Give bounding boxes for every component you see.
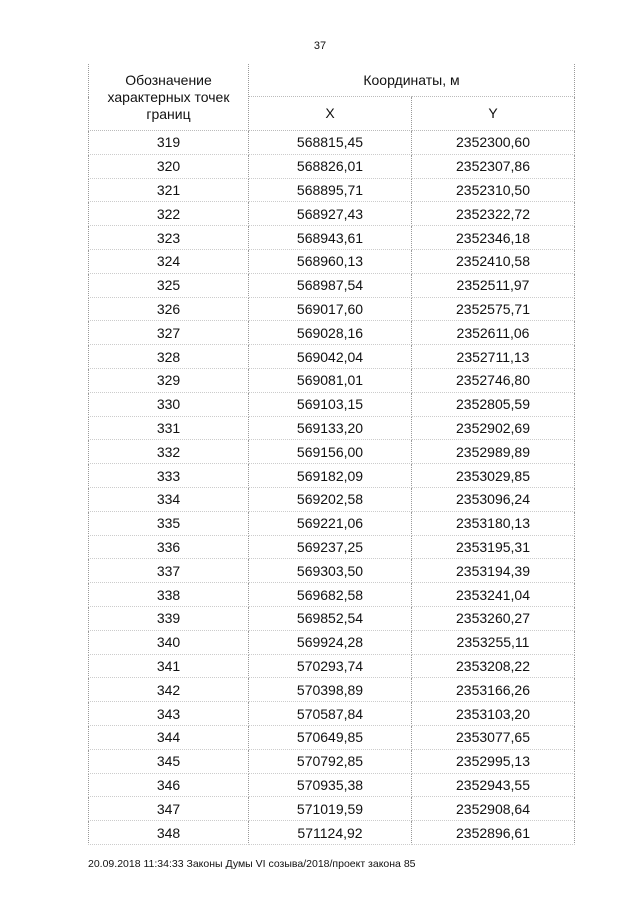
table-row	[89, 678, 575, 702]
x-cell: 569042,04	[249, 345, 412, 369]
table-row	[89, 202, 575, 226]
table-row	[89, 511, 575, 535]
point-cell: 341	[89, 654, 249, 678]
table-row	[89, 226, 575, 250]
point-cell: 331	[89, 416, 249, 440]
point-cell: 324	[89, 249, 249, 273]
table-row	[89, 559, 575, 583]
table-row	[89, 154, 575, 178]
x-cell: 569303,50	[249, 559, 412, 583]
x-cell: 568815,45	[249, 131, 412, 155]
point-cell: 321	[89, 178, 249, 202]
table-row	[89, 630, 575, 654]
point-cell: 339	[89, 606, 249, 630]
table-header	[89, 64, 575, 131]
point-cell: 325	[89, 273, 249, 297]
x-cell: 571124,92	[249, 821, 412, 845]
point-cell: 334	[89, 487, 249, 511]
table-body	[89, 131, 575, 845]
table-row	[89, 273, 575, 297]
point-cell: 335	[89, 511, 249, 535]
table-row	[89, 583, 575, 607]
y-cell: 2352410,58	[412, 249, 575, 273]
x-cell: 570293,74	[249, 654, 412, 678]
x-cell: 568960,13	[249, 249, 412, 273]
y-cell: 2352943,55	[412, 773, 575, 797]
y-cell: 2352902,69	[412, 416, 575, 440]
x-cell: 568987,54	[249, 273, 412, 297]
y-cell: 2353166,26	[412, 678, 575, 702]
table-row	[89, 368, 575, 392]
point-cell: 346	[89, 773, 249, 797]
y-cell: 2353096,24	[412, 487, 575, 511]
table-row	[89, 464, 575, 488]
point-cell: 343	[89, 702, 249, 726]
x-cell: 568895,71	[249, 178, 412, 202]
table-row	[89, 606, 575, 630]
x-cell: 568927,43	[249, 202, 412, 226]
y-cell: 2353029,85	[412, 464, 575, 488]
y-cell: 2352995,13	[412, 749, 575, 773]
x-cell: 571019,59	[249, 797, 412, 821]
table-row	[89, 131, 575, 155]
x-cell: 569237,25	[249, 535, 412, 559]
x-cell: 569182,09	[249, 464, 412, 488]
header-x: X	[249, 97, 412, 131]
point-cell: 332	[89, 440, 249, 464]
x-cell: 570935,38	[249, 773, 412, 797]
point-cell: 342	[89, 678, 249, 702]
point-cell: 344	[89, 725, 249, 749]
point-cell: 348	[89, 821, 249, 845]
y-cell: 2353077,65	[412, 725, 575, 749]
point-cell: 336	[89, 535, 249, 559]
table-row	[89, 416, 575, 440]
table-row	[89, 178, 575, 202]
x-cell: 569852,54	[249, 606, 412, 630]
x-cell: 570398,89	[249, 678, 412, 702]
y-cell: 2352611,06	[412, 321, 575, 345]
table-row	[89, 749, 575, 773]
point-cell: 329	[89, 368, 249, 392]
x-cell: 569202,58	[249, 487, 412, 511]
x-cell: 569221,06	[249, 511, 412, 535]
x-cell: 570792,85	[249, 749, 412, 773]
point-cell: 323	[89, 226, 249, 250]
header-coordinates: Координаты, м	[249, 64, 575, 97]
x-cell: 569682,58	[249, 583, 412, 607]
point-cell: 340	[89, 630, 249, 654]
table-row	[89, 821, 575, 845]
x-cell: 570587,84	[249, 702, 412, 726]
document-footer: 20.09.2018 11:34:33 Законы Думы VI созыва/2018/проект закона 85	[88, 858, 416, 870]
table-row	[89, 321, 575, 345]
y-cell: 2352511,97	[412, 273, 575, 297]
y-cell: 2353194,39	[412, 559, 575, 583]
point-cell: 328	[89, 345, 249, 369]
point-cell: 326	[89, 297, 249, 321]
table-row	[89, 702, 575, 726]
table-row	[89, 487, 575, 511]
y-cell: 2352896,61	[412, 821, 575, 845]
table-row	[89, 654, 575, 678]
x-cell: 569103,15	[249, 392, 412, 416]
table-row	[89, 392, 575, 416]
point-cell: 319	[89, 131, 249, 155]
y-cell: 2352805,59	[412, 392, 575, 416]
x-cell: 569028,16	[249, 321, 412, 345]
y-cell: 2353260,27	[412, 606, 575, 630]
y-cell: 2353255,11	[412, 630, 575, 654]
y-cell: 2353208,22	[412, 654, 575, 678]
table-row	[89, 440, 575, 464]
y-cell: 2353103,20	[412, 702, 575, 726]
y-cell: 2352989,89	[412, 440, 575, 464]
point-cell: 333	[89, 464, 249, 488]
y-cell: 2352310,50	[412, 178, 575, 202]
y-cell: 2352746,80	[412, 368, 575, 392]
point-cell: 337	[89, 559, 249, 583]
y-cell: 2352322,72	[412, 202, 575, 226]
x-cell: 569081,01	[249, 368, 412, 392]
table-row	[89, 297, 575, 321]
point-cell: 322	[89, 202, 249, 226]
table-row	[89, 345, 575, 369]
header-y: Y	[412, 97, 575, 131]
table-row	[89, 773, 575, 797]
point-cell: 330	[89, 392, 249, 416]
header-point-designation: Обозначение характерных точек границ	[89, 64, 249, 131]
y-cell: 2352575,71	[412, 297, 575, 321]
table-row	[89, 535, 575, 559]
x-cell: 570649,85	[249, 725, 412, 749]
coordinates-table	[88, 64, 575, 845]
x-cell: 569156,00	[249, 440, 412, 464]
y-cell: 2353180,13	[412, 511, 575, 535]
y-cell: 2353195,31	[412, 535, 575, 559]
page-number: 37	[313, 40, 327, 52]
x-cell: 569017,60	[249, 297, 412, 321]
point-cell: 320	[89, 154, 249, 178]
y-cell: 2352307,86	[412, 154, 575, 178]
x-cell: 568826,01	[249, 154, 412, 178]
x-cell: 569924,28	[249, 630, 412, 654]
y-cell: 2352300,60	[412, 131, 575, 155]
y-cell: 2353241,04	[412, 583, 575, 607]
y-cell: 2352711,13	[412, 345, 575, 369]
x-cell: 569133,20	[249, 416, 412, 440]
y-cell: 2352908,64	[412, 797, 575, 821]
table-row	[89, 249, 575, 273]
point-cell: 347	[89, 797, 249, 821]
y-cell: 2352346,18	[412, 226, 575, 250]
table-row	[89, 797, 575, 821]
point-cell: 338	[89, 583, 249, 607]
point-cell: 345	[89, 749, 249, 773]
x-cell: 568943,61	[249, 226, 412, 250]
table-row	[89, 725, 575, 749]
point-cell: 327	[89, 321, 249, 345]
